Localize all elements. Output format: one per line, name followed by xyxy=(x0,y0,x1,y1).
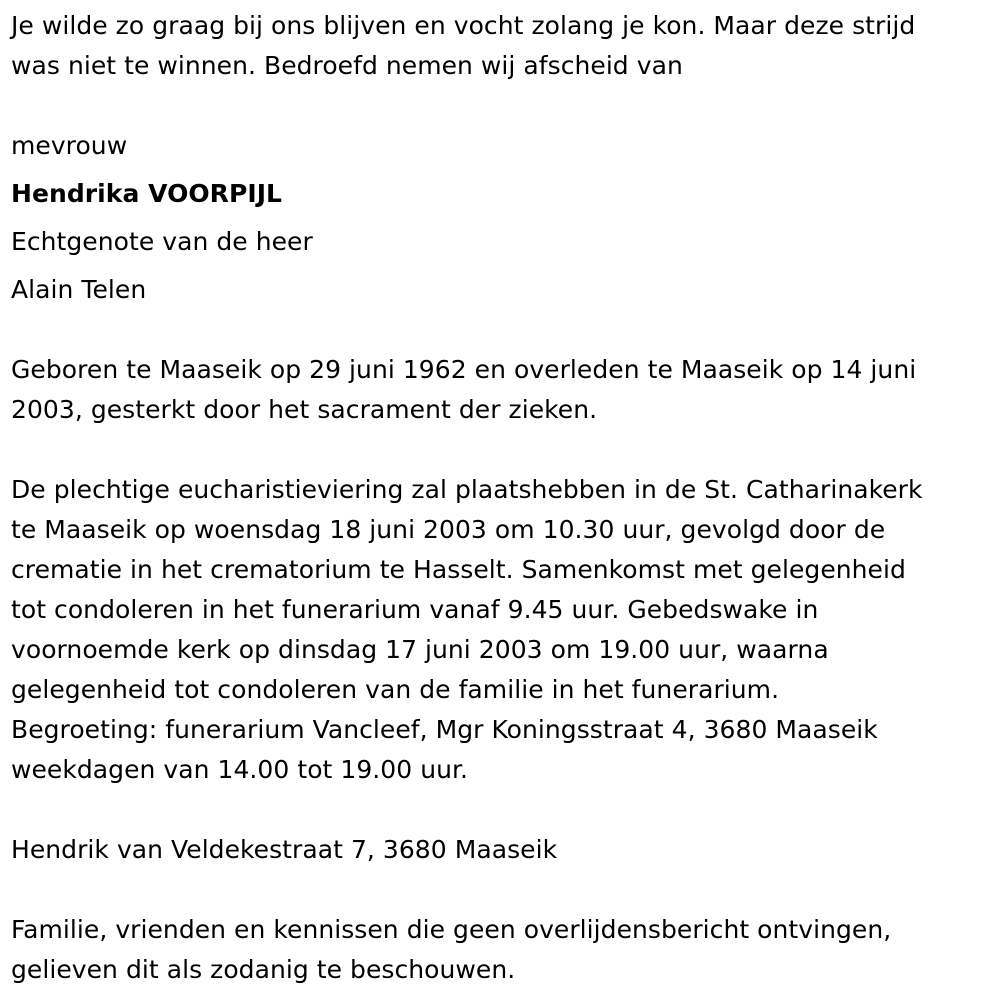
ceremony-line: tot condoleren in het funerarium vanaf 9.45 uur. Gebedswake in xyxy=(11,595,819,624)
birth-death-line-1: Geboren te Maaseik op 29 juni 1962 en overleden te Maaseik op 14 juni xyxy=(11,355,917,384)
salutation: mevrouw xyxy=(11,131,128,160)
ceremony-line: te Maaseik op woensdag 18 juni 2003 om 10.30 uur, gevolgd door de xyxy=(11,515,886,544)
relation: Echtgenote van de heer xyxy=(11,227,313,256)
closing-line-1: Familie, vrienden en kennissen die geen overlijdensbericht ontvingen, xyxy=(11,915,892,944)
ceremony-line: weekdagen van 14.00 tot 19.00 uur. xyxy=(11,755,469,784)
ceremony-line: crematie in het crematorium te Hasselt. Samenkomst met gelegenheid xyxy=(11,555,906,584)
closing-line-2: gelieven dit als zodanig te beschouwen. xyxy=(11,955,516,984)
ceremony-line: gelegenheid tot condoleren van de familie in het funerarium. xyxy=(11,675,780,704)
intro-line-2: was niet te winnen. Bedroefd nemen wij afscheid van xyxy=(11,51,683,80)
birth-death-line-2: 2003, gesterkt door het sacrament der zieken. xyxy=(11,395,598,424)
intro-line-1: Je wilde zo graag bij ons blijven en vocht zolang je kon. Maar deze strijd xyxy=(11,11,916,40)
spouse-name: Alain Telen xyxy=(11,275,147,304)
ceremony-line: De plechtige eucharistieviering zal plaatshebben in de St. Catharinakerk xyxy=(11,475,923,504)
ceremony-line: voornoemde kerk op dinsdag 17 juni 2003 om 19.00 uur, waarna xyxy=(11,635,829,664)
home-address: Hendrik van Veldekestraat 7, 3680 Maaseik xyxy=(11,835,558,864)
deceased-name: Hendrika VOORPIJL xyxy=(11,179,283,208)
ceremony-line: Begroeting: funerarium Vancleef, Mgr Koningsstraat 4, 3680 Maaseik xyxy=(11,715,878,744)
